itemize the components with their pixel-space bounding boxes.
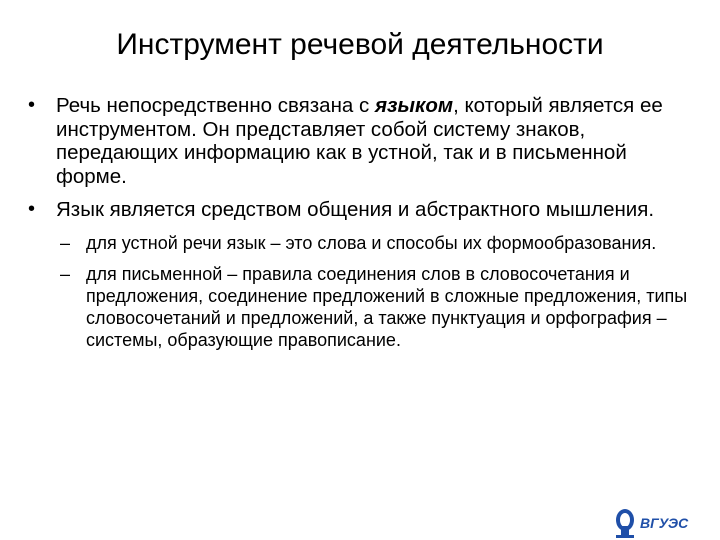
sub-bullet-list: [60, 232, 700, 351]
sub-bullet-text: для письменной – правила соединения слов в словосочетания и предложения, соединение предложений в сложные предложения, типы словосочетаний и предложений, а также пунктуация и орфография – системы, образующие правописание.: [86, 263, 688, 350]
university-logo: [612, 506, 698, 540]
sub-bullet-item: [60, 232, 700, 254]
bullet-item: [28, 198, 700, 222]
slide-title: Инструмент речевой деятельности: [116, 28, 604, 61]
emphasis-term: языком: [374, 94, 454, 117]
bullet-marker: •: [28, 94, 36, 116]
logo-emblem-icon: [616, 509, 634, 538]
slide-content: [28, 94, 700, 360]
bullet-text: Язык является средством общения и абстрактного мышления.: [56, 198, 655, 221]
bullet-text-after: , который является ее инструментом. Он представляет собой систему знаков, передающих информацию как в устной, так и в письменной форме.: [56, 94, 663, 188]
dash-marker: –: [60, 263, 71, 284]
bullet-item: [28, 94, 700, 188]
dash-marker: –: [60, 232, 71, 253]
bullet-text: [56, 94, 663, 188]
sub-bullet-item: [60, 263, 700, 351]
bullet-text-before: Речь непосредственно связана с: [56, 94, 375, 117]
sub-bullet-text: для устной речи язык – это слова и способы их формообразования.: [86, 232, 657, 253]
logo-text: ВГУЭС: [640, 515, 689, 531]
bullet-marker: •: [28, 198, 36, 220]
